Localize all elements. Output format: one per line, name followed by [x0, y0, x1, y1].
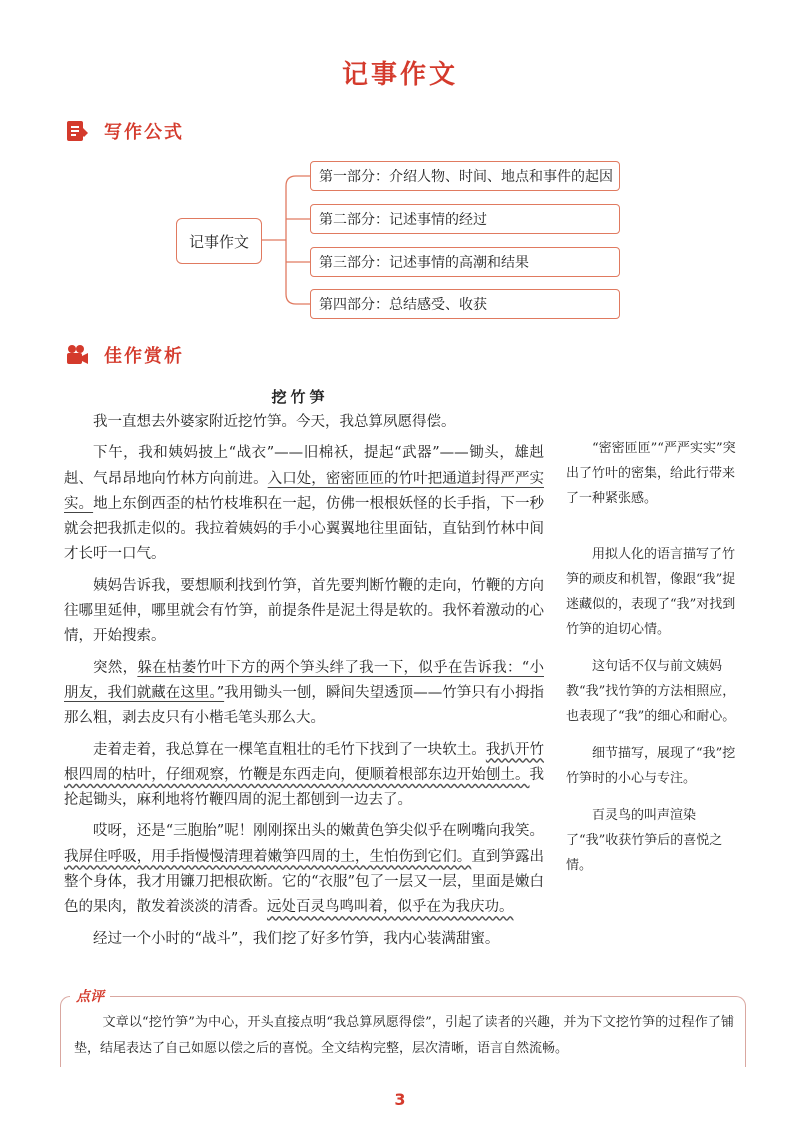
formula-part-1: 第一部分：介绍人物、时间、地点和事件的起因 [310, 161, 620, 191]
essay-paragraph [64, 410, 544, 435]
essay-text: 突然， [93, 659, 138, 676]
video-camera-icon [64, 342, 90, 368]
margin-note-3: 这句话不仅与前文姨妈教“我”找竹笋的方法相照应，也表现了“我”的细心和耐心。 [566, 659, 736, 724]
essay-paragraph [64, 656, 544, 732]
section-header-appreciation [64, 340, 184, 370]
essay-text: 哎呀，还是“三胞胎”呢！刚刚探出头的嫩黄色笋尖似乎在咧嘴向我笑。 [93, 823, 544, 840]
formula-part-3: 第三部分：记述事情的高潮和结果 [310, 247, 620, 277]
essay-paragraph [64, 819, 544, 920]
formula-part-4: 第四部分：总结感受、收获 [310, 289, 620, 319]
essay-text: 下午，我和姨妈披上“战衣”——旧棉袄，提起“武器”——锄头，雄赳赳、气昂昂地向竹林方向前进。 [64, 445, 544, 487]
essay-body [64, 410, 544, 958]
essay-title: 挖竹笋 [271, 388, 329, 406]
wavy-underlined-sentence: 远处百灵鸟鸣叫着，似乎在为我庆功。 [267, 899, 514, 916]
essay-paragraph [64, 738, 544, 814]
essay-paragraph [64, 927, 544, 952]
essay-text: 我一直想去外婆家附近挖竹笋。今天，我总算夙愿得偿。 [93, 414, 456, 430]
wavy-underlined-sentence: 我屏住呼吸，用手指慢慢清理着嫩笋四周的土，生怕伤到它们。 [64, 848, 472, 865]
essay-text: 经过一个小时的“战斗”，我们挖了好多竹笋，我内心装满甜蜜。 [93, 930, 500, 947]
wavy-underlined-sentence: 我扒开竹根四周的枯叶，仔细观察，竹鞭是东西走向，便顺着根部东边开始刨土。 [64, 741, 545, 783]
margin-note-5: 百灵鸟的叫声渲染了“我”收获竹笋后的喜悦之情。 [566, 808, 723, 873]
review-text: 文章以“挖竹笋”为中心，开头直接点明“我总算夙愿得偿”，引起了读者的兴趣，并为下文挖竹笋的过程作了铺垫，结尾表达了自己如愿以偿之后的喜悦。全文结构完整，层次清晰，语言自然流畅。 [74, 1015, 734, 1056]
essay-text: 我抡起锄头，麻利地将竹鞭四周的泥土都刨到一边去了。 [64, 766, 544, 809]
margin-note-1: “密密匝匝”“严严实实”突出了竹叶的密集，给此行带来了一种紧张感。 [566, 441, 736, 506]
review-tag: 点评 [70, 986, 110, 1006]
margin-note-4: 细节描写，展现了“我”挖竹笋时的小心与专注。 [566, 746, 736, 786]
section-label-formula: 写作公式 [104, 122, 184, 143]
essay-paragraph [64, 441, 544, 567]
section-label-appreciation: 佳作赏析 [104, 346, 184, 367]
underlined-sentence: 躲在枯萎竹叶下方的两个笋头绊了我一下，似乎在告诉我：“小朋友，我们就藏在这里。” [64, 659, 544, 701]
page-title: 记事作文 [341, 60, 458, 90]
formula-center-node: 记事作文 [176, 218, 262, 264]
essay-text: 姨妈告诉我，要想顺利找到竹笋，首先要判断竹鞭的走向，竹鞭的方向往哪里延伸，哪里就会有竹笋，前提条件是泥土得是软的。我怀着激动的心情，开始搜索。 [64, 577, 544, 645]
essay-text: 我用锄头一刨，瞬间失望透顶——竹笋只有小拇指那么粗，剥去皮只有小楷毛笔头那么大。 [64, 684, 544, 727]
margin-note-2: 用拟人化的语言描写了竹笋的顽皮和机智，像跟“我”捉迷藏似的，表现了“我”对找到竹笋的迫切心情。 [566, 547, 736, 637]
essay-text: 走着走着，我总算在一棵笔直粗壮的毛竹下找到了一块软土。 [93, 741, 486, 758]
underlined-sentence: 入口处，密密匝匝的竹叶把通道封得严严实实。 [64, 470, 544, 512]
margin-notes [566, 436, 742, 890]
formula-part-2: 第二部分：记述事情的经过 [310, 204, 620, 234]
essay-paragraph [64, 574, 544, 650]
essay-text: 直到笋露出整个身体，我才用镰刀把根砍断。它的“衣服”包了一层又一层，里面是嫩白色的果肉，散发着淡淡的清香。 [64, 848, 544, 916]
essay-text: 地上东倒西歪的枯竹枝堆积在一起，仿佛一根根妖怪的长手指，下一秒就会把我抓走似的。我拉着姨妈的手小心翼翼地往里面钻，直钻到竹林中间才长吁一口气。 [64, 495, 544, 563]
page-number: 3 [394, 1090, 406, 1109]
